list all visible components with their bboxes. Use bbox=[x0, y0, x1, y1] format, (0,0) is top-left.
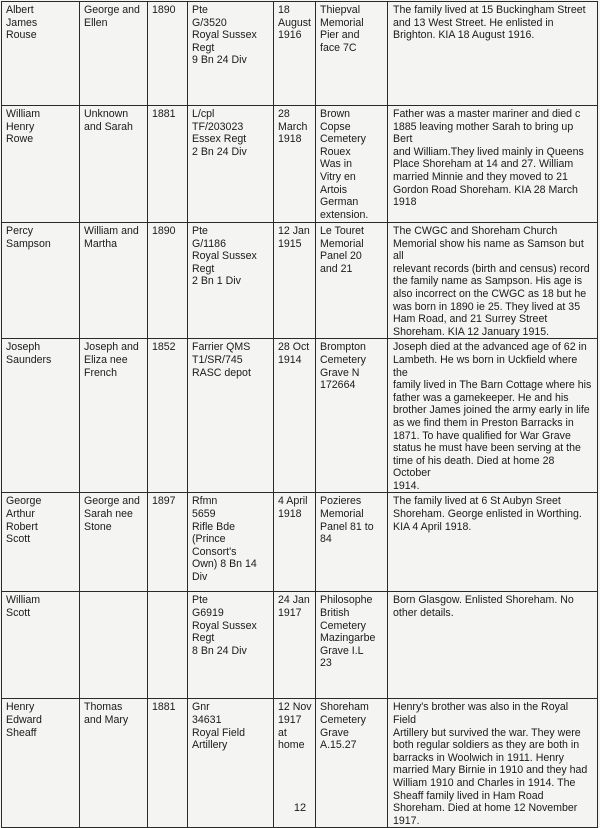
service-details: Farrier QMS T1/SR/745 RASC depot bbox=[188, 339, 274, 493]
soldier-name: George Arthur Robert Scott bbox=[2, 493, 80, 592]
birth-year: 1897 bbox=[148, 493, 188, 592]
notes-cell: Father was a master mariner and died c 1885 leaving mother Sarah to bring up Bert and William.They lived mainly in Queens Place Shoreham at 14 and 27. William married Minnie and they moved to 21 Gordon Road Shoreham. KIA 28 March 1918 bbox=[388, 106, 598, 223]
parents-cell bbox=[80, 592, 148, 699]
service-details: Pte G/3520 Royal Sussex Regt 9 Bn 24 Div bbox=[188, 2, 274, 106]
burial-memorial: Pozieres Memorial Panel 81 to 84 bbox=[316, 493, 388, 592]
death-date: 12 Jan 1915 bbox=[274, 223, 316, 339]
table-row bbox=[2, 2, 598, 106]
table-row bbox=[2, 592, 598, 699]
soldier-name: Albert James Rouse bbox=[2, 2, 80, 106]
notes-cell: The family lived at 15 Buckingham Street and 13 West Street. He enlisted in Brighton. KIA 18 August 1916. bbox=[388, 2, 598, 106]
burial-memorial: Philosophe British Cemetery Mazingarbe Grave I.L 23 bbox=[316, 592, 388, 699]
birth-year: 1881 bbox=[148, 106, 188, 223]
service-details: Gnr 34631 Royal Field Artillery bbox=[188, 699, 274, 828]
page-number: 12 bbox=[293, 802, 307, 814]
table-row bbox=[2, 223, 598, 339]
death-date: 4 April 1918 bbox=[274, 493, 316, 592]
notes-cell: Joseph died at the advanced age of 62 in Lambeth. He ws born in Uckfield where the family lived in The Barn Cottage where his father was a gamekeeper. He and his brother James joined the army early in life as we find them in Preston Barracks in 1871. To have qualified for War Grave status he must have been serving at the time of his death. Died at home 28 October 1914. bbox=[388, 339, 598, 493]
parents-cell: George and Ellen bbox=[80, 2, 148, 106]
soldier-name: Percy Sampson bbox=[2, 223, 80, 339]
memorial-roll-table bbox=[1, 1, 598, 828]
death-date: 28 March 1918 bbox=[274, 106, 316, 223]
death-date: 18 August 1916 bbox=[274, 2, 316, 106]
parents-cell: Unknown and Sarah bbox=[80, 106, 148, 223]
burial-memorial: Thiepval Memorial Pier and face 7C bbox=[316, 2, 388, 106]
parents-cell: Thomas and Mary bbox=[80, 699, 148, 828]
service-details: Rfmn 5659 Rifle Bde (Prince Consort's Own) 8 Bn 14 Div bbox=[188, 493, 274, 592]
parents-cell: Joseph and Eliza nee French bbox=[80, 339, 148, 493]
table-row bbox=[2, 106, 598, 223]
birth-year: 1852 bbox=[148, 339, 188, 493]
burial-memorial: Brompton Cemetery Grave N 172664 bbox=[316, 339, 388, 493]
soldier-name: William Scott bbox=[2, 592, 80, 699]
memorial-roll-body bbox=[2, 2, 598, 828]
death-date: 28 Oct 1914 bbox=[274, 339, 316, 493]
parents-cell: William and Martha bbox=[80, 223, 148, 339]
soldier-name: Joseph Saunders bbox=[2, 339, 80, 493]
service-details: Pte G/1186 Royal Sussex Regt 2 Bn 1 Div bbox=[188, 223, 274, 339]
death-date: 12 Nov 1917 at home bbox=[274, 699, 316, 828]
service-details: L/cpl TF/203023 Essex Regt 2 Bn 24 Div bbox=[188, 106, 274, 223]
death-date: 24 Jan 1917 bbox=[274, 592, 316, 699]
burial-memorial: Le Touret Memorial Panel 20 and 21 bbox=[316, 223, 388, 339]
table-row bbox=[2, 339, 598, 493]
table-row bbox=[2, 493, 598, 592]
birth-year bbox=[148, 592, 188, 699]
soldier-name: Henry Edward Sheaff bbox=[2, 699, 80, 828]
birth-year: 1881 bbox=[148, 699, 188, 828]
notes-cell: The family lived at 6 St Aubyn Sreet Shoreham. George enlisted in Worthing. KIA 4 April 1918. bbox=[388, 493, 598, 592]
parents-cell: George and Sarah nee Stone bbox=[80, 493, 148, 592]
birth-year: 1890 bbox=[148, 223, 188, 339]
burial-memorial: Shoreham Cemetery Grave A.15.27 bbox=[316, 699, 388, 828]
service-details: Pte G6919 Royal Sussex Regt 8 Bn 24 Div bbox=[188, 592, 274, 699]
notes-cell: Born Glasgow. Enlisted Shoreham. No other details. bbox=[388, 592, 598, 699]
burial-memorial: Brown Copse Cemetery Rouex Was in Vitry en Artois German extension. bbox=[316, 106, 388, 223]
birth-year: 1890 bbox=[148, 2, 188, 106]
notes-cell: Henry's brother was also in the Royal Field Artillery but survived the war. They were both regular soldiers as they are both in barracks in Woolwich in 1911. Henry married Mary Birnie in 1910 and they had William 1910 and Charles in 1914. The Sheaff family lived in Ham Road Shoreham. Died at home 12 November 1917. bbox=[388, 699, 598, 828]
notes-cell: The CWGC and Shoreham Church Memorial show his name as Samson but all relevant records (birth and census) record the family name as Sampson. His age is also incorrect on the CWGC as 18 but he was born in 1890 ie 25. They lived at 35 Ham Road, and 21 Surrey Street Shoreham. KIA 12 January 1915. bbox=[388, 223, 598, 339]
soldier-name: William Henry Rowe bbox=[2, 106, 80, 223]
